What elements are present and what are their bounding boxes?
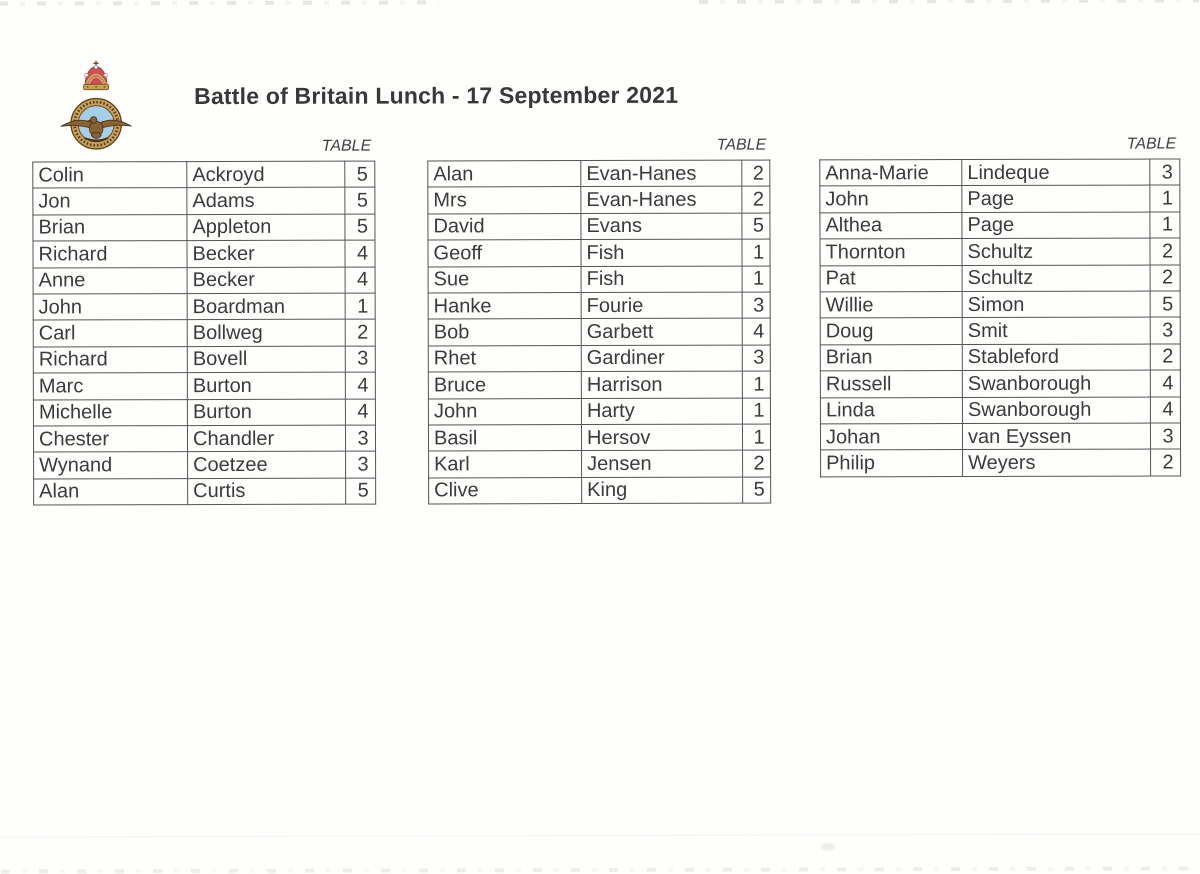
surname-cell: Adams <box>187 188 345 215</box>
guest-row <box>820 396 1180 423</box>
guest-row <box>428 239 770 266</box>
table-number-cell: 3 <box>742 292 770 318</box>
guest-row <box>820 185 1180 212</box>
surname-cell: Appleton <box>187 214 345 241</box>
table-number-cell: 1 <box>742 424 770 450</box>
table-number-cell: 4 <box>345 372 375 398</box>
guest-row <box>429 450 771 477</box>
surname-cell: Evans <box>581 213 742 240</box>
guest-row <box>33 214 375 241</box>
guest-row <box>33 161 375 188</box>
table-number-cell: 3 <box>346 451 376 477</box>
surname-cell: Fish <box>581 239 742 266</box>
first-name-cell: Clive <box>429 477 582 504</box>
table-number-cell: 3 <box>1150 423 1180 449</box>
table-number-cell: 2 <box>743 450 771 476</box>
table-number-cell: 5 <box>743 477 771 503</box>
surname-cell: Page <box>962 185 1150 212</box>
guest-row <box>428 186 770 213</box>
first-name-cell: Doug <box>820 318 962 345</box>
table-number-cell: 3 <box>345 346 375 372</box>
surname-cell: Evan-Hanes <box>581 160 742 187</box>
first-name-cell: Richard <box>33 241 187 268</box>
surname-cell: Fish <box>581 266 742 293</box>
surname-cell: Curtis <box>188 478 346 505</box>
guest-row <box>820 265 1180 292</box>
first-name-cell: John <box>33 294 187 321</box>
scan-edge-noise <box>1 866 1200 873</box>
guest-row <box>33 293 375 320</box>
guest-row <box>33 187 375 214</box>
first-name-cell: Philip <box>821 450 963 477</box>
surname-cell: Simon <box>962 291 1150 318</box>
table-number-cell: 5 <box>345 187 375 213</box>
guest-row <box>820 370 1180 397</box>
first-name-cell: Colin <box>33 162 187 189</box>
surname-cell: Hersov <box>581 424 742 451</box>
first-name-cell: Thornton <box>820 239 962 266</box>
surname-cell: Jensen <box>582 450 743 477</box>
table-number-cell: 3 <box>1150 317 1180 343</box>
first-name-cell: Pat <box>820 265 962 292</box>
surname-cell: Fourie <box>581 292 742 319</box>
first-name-cell: Karl <box>429 451 582 478</box>
surname-cell: Weyers <box>963 449 1151 476</box>
first-name-cell: Alan <box>34 478 188 505</box>
guest-row <box>820 344 1180 371</box>
surname-cell: Stableford <box>962 344 1150 371</box>
surname-cell: Evan-Hanes <box>581 187 742 214</box>
table-number-cell: 4 <box>1150 370 1180 396</box>
table-number-cell: 2 <box>1150 265 1180 291</box>
guest-row <box>33 399 375 426</box>
surname-cell: Bollweg <box>187 320 345 347</box>
guest-row <box>428 292 770 319</box>
surname-cell: Boardman <box>187 293 345 320</box>
surname-cell: van Eyssen <box>962 423 1150 450</box>
guest-row <box>428 424 770 451</box>
surname-cell: Bovell <box>187 346 345 373</box>
first-name-cell: Basil <box>428 424 581 451</box>
surname-cell: Chandler <box>187 425 345 452</box>
surname-cell: Schultz <box>962 265 1150 292</box>
guest-row <box>428 318 770 345</box>
table-column-label: TABLE <box>427 135 769 161</box>
surname-cell: Coetzee <box>188 451 346 478</box>
surname-cell: Becker <box>187 267 345 294</box>
first-name-cell: Chester <box>33 425 187 452</box>
guest-row <box>428 266 770 293</box>
table-number-cell: 3 <box>742 345 770 371</box>
scan-edge-noise <box>0 0 439 5</box>
guest-row <box>33 425 375 452</box>
first-name-cell: Wynand <box>34 452 188 479</box>
guest-row <box>33 267 375 294</box>
page-title: Battle of Britain Lunch - 17 September 2021 <box>194 82 678 110</box>
table-number-cell: 1 <box>1150 212 1180 238</box>
first-name-cell: Hanke <box>428 293 581 320</box>
guest-row <box>820 291 1180 318</box>
table-number-cell: 2 <box>1151 449 1181 475</box>
guest-list-3 <box>819 133 1180 477</box>
guest-row <box>33 346 375 373</box>
table-number-cell: 2 <box>742 186 770 212</box>
guest-table-3 <box>819 158 1181 477</box>
table-column-label: TABLE <box>32 136 374 162</box>
first-name-cell: Richard <box>33 346 187 373</box>
surname-cell: Lindeque <box>962 159 1150 186</box>
first-name-cell: Johan <box>820 423 962 450</box>
surname-cell: Schultz <box>962 238 1150 265</box>
table-number-cell: 3 <box>345 425 375 451</box>
guest-list-2 <box>427 135 770 505</box>
scan-artifact-line <box>1 833 1200 837</box>
surname-cell: Ackroyd <box>187 161 345 188</box>
guest-row <box>428 213 770 240</box>
surname-cell: Burton <box>187 399 345 426</box>
table-number-cell: 2 <box>1150 238 1180 264</box>
surname-cell: Page <box>962 212 1150 239</box>
guest-row <box>820 212 1180 239</box>
first-name-cell: Anne <box>33 267 187 294</box>
first-name-cell: Rhet <box>428 345 581 372</box>
first-name-cell: Anna-Marie <box>820 160 962 187</box>
table-number-cell: 5 <box>346 478 376 504</box>
table-number-cell: 1 <box>1150 185 1180 211</box>
first-name-cell: Russell <box>820 371 962 398</box>
guest-row <box>821 449 1181 476</box>
first-name-cell: John <box>820 186 962 213</box>
table-number-cell: 1 <box>742 371 770 397</box>
surname-cell: Harrison <box>581 371 742 398</box>
surname-cell: Garbett <box>581 318 742 345</box>
table-number-cell: 4 <box>345 399 375 425</box>
table-number-cell: 3 <box>1150 159 1180 185</box>
scan-edge-noise <box>699 0 1199 4</box>
first-name-cell: Jon <box>33 188 187 215</box>
first-name-cell: Alan <box>428 161 581 188</box>
guest-row <box>428 345 770 372</box>
table-number-cell: 1 <box>742 239 770 265</box>
table-number-cell: 1 <box>345 293 375 319</box>
guest-row <box>429 477 771 504</box>
guest-row <box>33 372 375 399</box>
guest-table-1 <box>32 161 376 506</box>
guest-row <box>820 159 1180 186</box>
first-name-cell: Sue <box>428 266 581 293</box>
table-number-cell: 2 <box>742 160 770 186</box>
guest-row <box>34 478 376 505</box>
first-name-cell: Carl <box>33 320 187 347</box>
surname-cell: King <box>582 477 743 504</box>
table-number-cell: 4 <box>1150 396 1180 422</box>
first-name-cell: Brian <box>820 344 962 371</box>
guest-row <box>428 371 770 398</box>
guest-row <box>33 240 375 267</box>
first-name-cell: Geoff <box>428 240 581 267</box>
surname-cell: Harty <box>581 398 742 425</box>
first-name-cell: Bruce <box>428 372 581 399</box>
table-number-cell: 2 <box>345 319 375 345</box>
guest-row <box>428 398 770 425</box>
table-number-cell: 2 <box>1150 344 1180 370</box>
first-name-cell: Brian <box>33 214 187 241</box>
first-name-cell: Willie <box>820 292 962 319</box>
table-number-cell: 4 <box>345 267 375 293</box>
table-number-cell: 5 <box>345 214 375 240</box>
first-name-cell: Marc <box>33 373 187 400</box>
table-number-cell: 5 <box>1150 291 1180 317</box>
table-number-cell: 5 <box>742 213 770 239</box>
surname-cell: Becker <box>187 240 345 267</box>
guest-row <box>820 423 1180 450</box>
surname-cell: Gardiner <box>581 345 742 372</box>
guest-row <box>33 319 375 346</box>
surname-cell: Burton <box>187 372 345 399</box>
first-name-cell: Linda <box>820 397 962 424</box>
guest-list-1 <box>32 136 375 506</box>
surname-cell: Swanborough <box>962 397 1150 424</box>
guest-row <box>820 317 1180 344</box>
surname-cell: Smit <box>962 317 1150 344</box>
table-number-cell: 1 <box>742 398 770 424</box>
table-number-cell: 4 <box>345 240 375 266</box>
guest-row <box>34 451 376 478</box>
scan-artifact-speck <box>821 843 835 850</box>
guest-row <box>428 160 770 187</box>
table-number-cell: 4 <box>742 318 770 344</box>
first-name-cell: Althea <box>820 212 962 239</box>
table-number-cell: 5 <box>345 161 375 187</box>
table-column-label: TABLE <box>819 133 1179 159</box>
guest-row <box>820 238 1180 265</box>
surname-cell: Swanborough <box>962 370 1150 397</box>
first-name-cell: John <box>428 398 581 425</box>
guest-table-2 <box>427 160 771 505</box>
first-name-cell: Mrs <box>428 187 581 214</box>
table-number-cell: 1 <box>742 266 770 292</box>
crown-icon <box>83 61 108 90</box>
first-name-cell: David <box>428 213 581 240</box>
first-name-cell: Bob <box>428 319 581 346</box>
first-name-cell: Michelle <box>33 399 187 426</box>
